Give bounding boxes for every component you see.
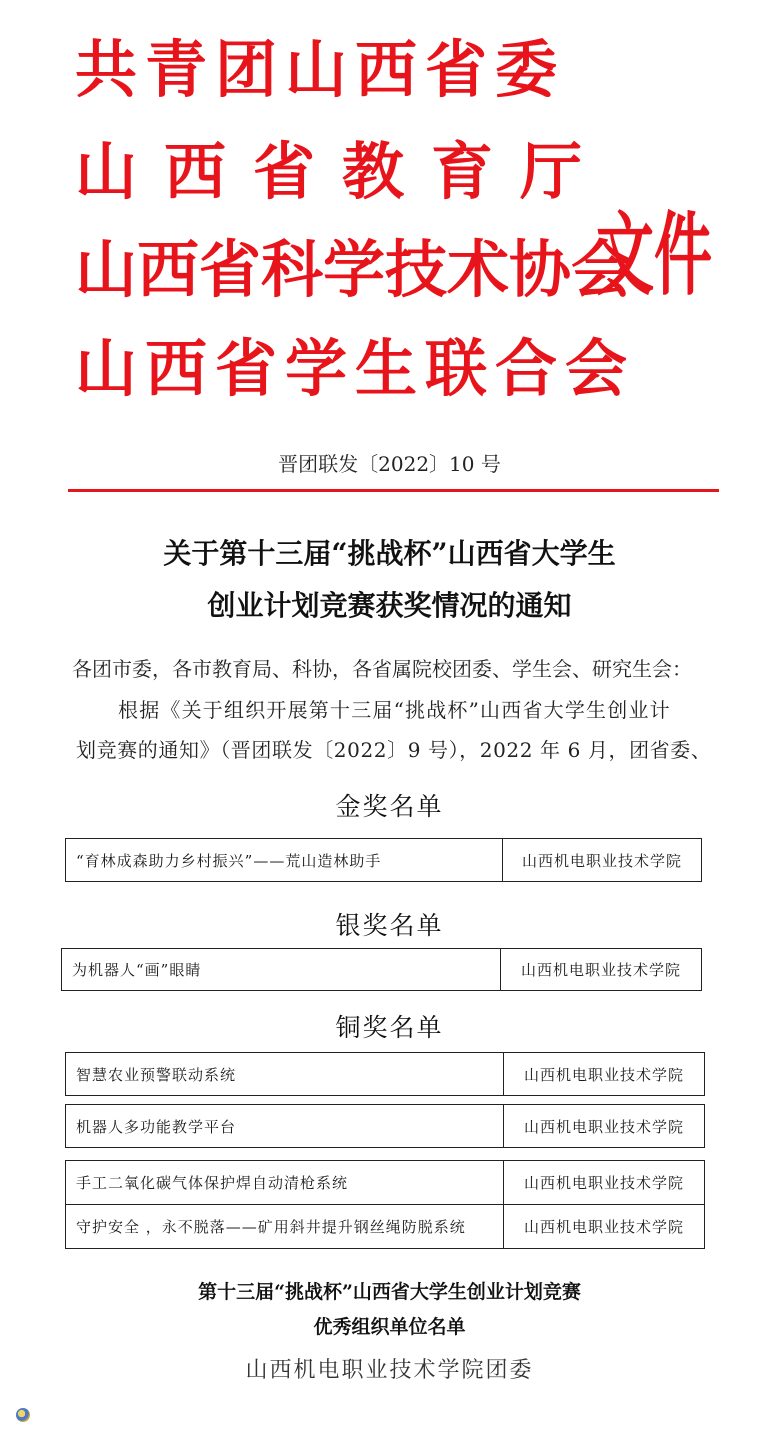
project-name: 手工二氧化碳气体保护焊自动清枪系统 (66, 1161, 504, 1204)
table-row (61, 948, 702, 991)
table-row (66, 1205, 704, 1248)
project-name: 守护安全 ，永不脱落——矿用斜井提升钢丝绳防脱系统 (66, 1205, 504, 1248)
project-name: “育林成森助力乡村振兴”——荒山造林助手 (66, 839, 503, 881)
issuer-education-department: 山西省教育厅 (75, 135, 610, 208)
table-row (65, 1104, 705, 1148)
silver-award-heading: 银奖名单 (335, 911, 444, 940)
header-divider (68, 489, 719, 492)
addressee: 各团市委，各市教育局、科协，各省属院校团委、学生会、研究生会： (72, 657, 692, 681)
organization-unit-name: 山西机电职业技术学院团委 (245, 1358, 534, 1383)
issuer-student-federation: 山西省学生联合会 (75, 332, 636, 405)
school-name: 山西机电职业技术学院 (523, 1174, 684, 1192)
document-mark: 文件 (596, 202, 713, 308)
gold-award-heading: 金奖名单 (335, 792, 444, 821)
table-group (65, 1160, 705, 1249)
school-name: 山西机电职业技术学院 (523, 1218, 684, 1236)
document-number: 晋团联发〔2022〕10 号 (278, 452, 501, 476)
organization-heading-line-1: 第十三届“挑战杯”山西省大学生创业计划竞赛 (198, 1281, 581, 1303)
table-row (65, 1052, 705, 1096)
school-name: 山西机电职业技术学院 (521, 851, 682, 870)
project-name: 为机器人“画”眼睛 (62, 949, 501, 990)
project-name: 机器人多功能教学平台 (66, 1105, 504, 1147)
issuer-communist-youth-league: 共青团山西省委 (75, 33, 566, 106)
organization-heading-line-2: 优秀组织单位名单 (313, 1316, 466, 1338)
school-name: 山西机电职业技术学院 (523, 1117, 684, 1136)
emblem-icon (16, 1408, 30, 1422)
school-name: 山西机电职业技术学院 (523, 1065, 684, 1084)
table-row (65, 838, 702, 882)
bronze-award-heading: 铜奖名单 (335, 1013, 444, 1042)
table-row (66, 1161, 704, 1205)
issuer-science-association: 山西省科学技术协会 (75, 233, 634, 306)
paragraph-line-1: 根据《关于组织开展第十三届“挑战杯”山西省大学生创业计 (118, 698, 671, 722)
notice-title-line-1: 关于第十三届“挑战杯”山西省大学生 (163, 537, 616, 570)
notice-title-line-2: 创业计划竞赛获奖情况的通知 (207, 589, 572, 622)
school-name: 山西机电职业技术学院 (520, 961, 681, 979)
paragraph-line-2: 划竞赛的通知》（晋团联发〔2022〕9 号），2022 年 6 月，团省委、 (76, 738, 712, 762)
project-name: 智慧农业预警联动系统 (66, 1053, 504, 1095)
